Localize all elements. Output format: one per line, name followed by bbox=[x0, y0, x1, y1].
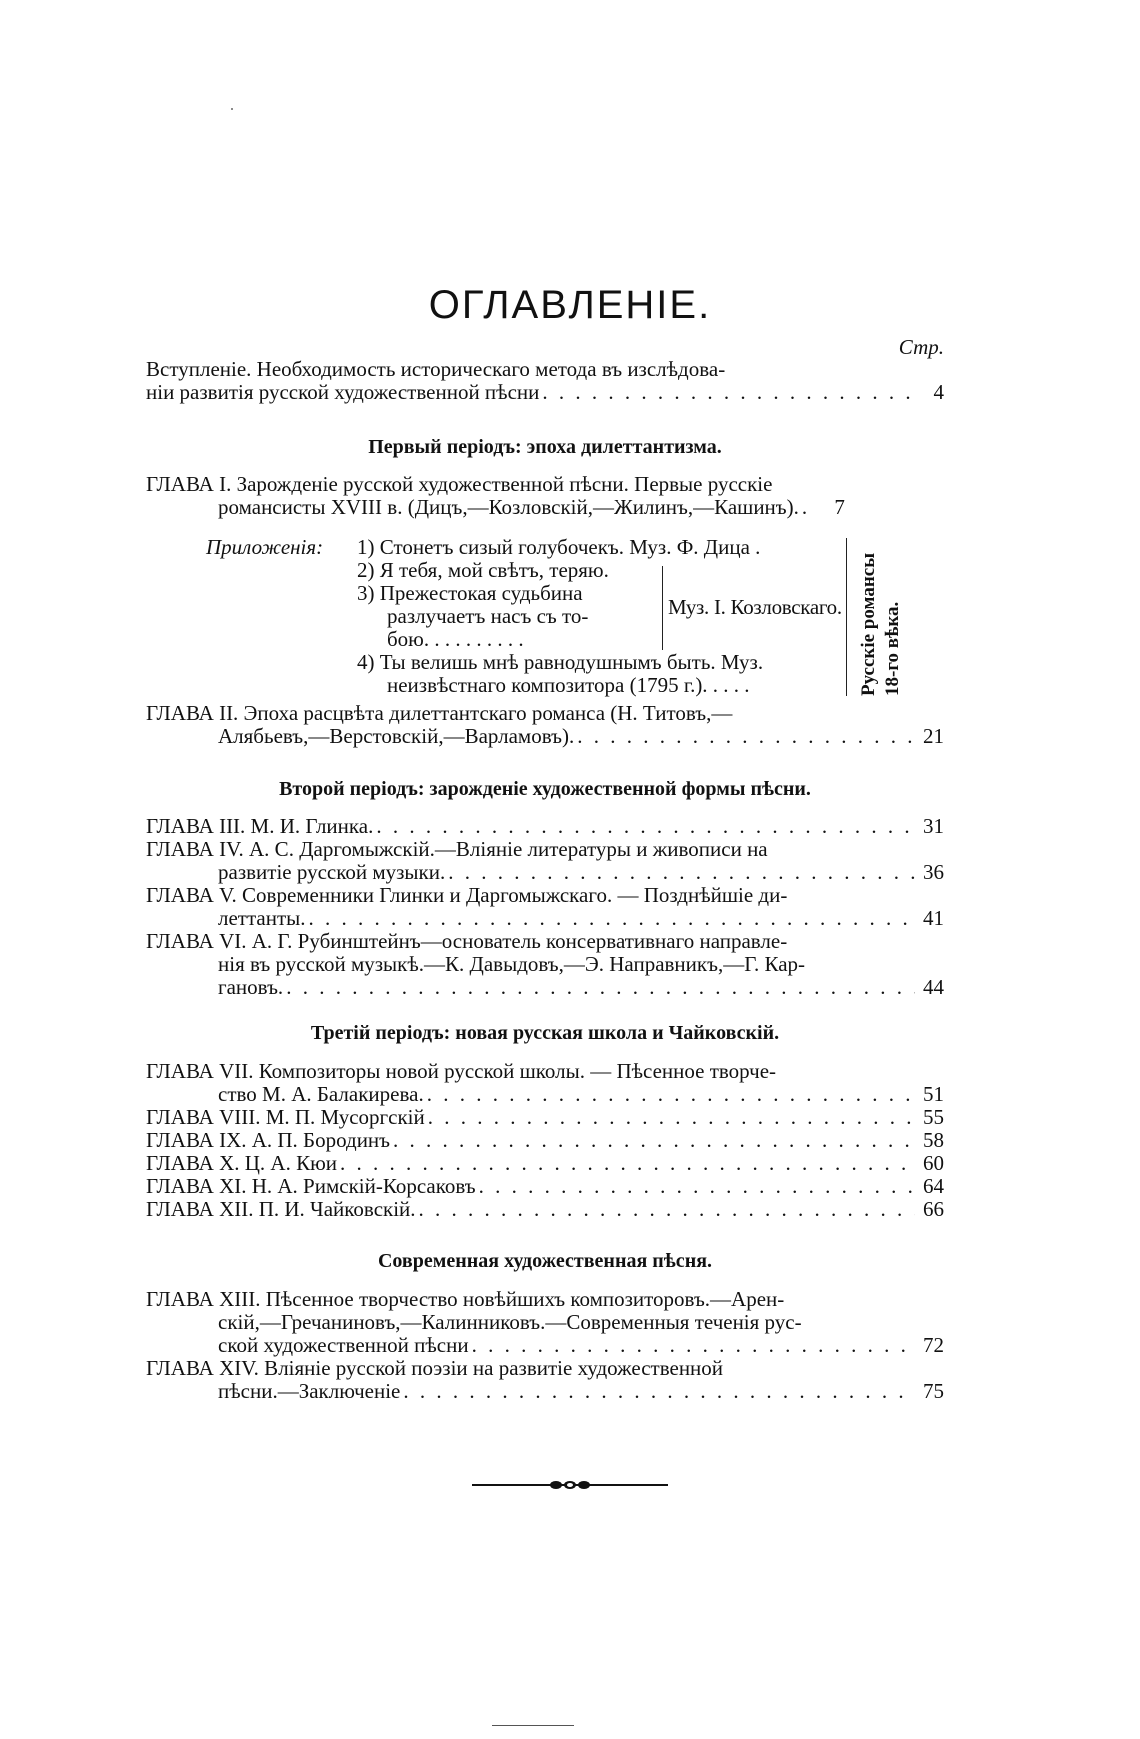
dot-leader bbox=[393, 1129, 915, 1152]
page-number: 64 bbox=[923, 1174, 944, 1198]
toc-entry-chapter-14[interactable] bbox=[146, 1357, 944, 1403]
entry-line: ГЛАВА VII. Композиторы новой русской школы. — Пѣсенное творче- bbox=[146, 1059, 777, 1083]
page-number: 44 bbox=[923, 975, 944, 999]
toc-entry-chapter-4[interactable] bbox=[146, 838, 944, 884]
bottom-rule bbox=[492, 1725, 574, 1726]
appendix-item-2[interactable]: 2) Я тебя, мой свѣтъ, теряю. bbox=[357, 558, 609, 582]
dot-leader bbox=[472, 1334, 915, 1357]
toc-entry-chapter-13[interactable] bbox=[146, 1288, 944, 1357]
side-bracket bbox=[846, 538, 847, 696]
ornament-divider bbox=[472, 1478, 668, 1492]
toc-entry-chapter-8[interactable]: ГЛАВА VIII. М. П. Мусоргскій . . . 55 bbox=[146, 1106, 944, 1129]
entry-last-line: ніи развитія русской художественной пѣсни . . . 4 bbox=[146, 381, 944, 404]
section-heading-period-2: Второй періодъ: зарожденіе художественной формы пѣсни. bbox=[279, 778, 811, 800]
appendix-item-3-cont: разлучаетъ насъ съ то- bbox=[387, 604, 589, 628]
page-number: 4 bbox=[933, 380, 944, 404]
page-number: 21 bbox=[923, 724, 944, 748]
toc-entry-chapter-10[interactable]: ГЛАВА X. Ц. А. Кюи . . . 60 bbox=[146, 1152, 944, 1175]
dot-leader bbox=[376, 815, 915, 838]
toc-entry-chapter-1[interactable] bbox=[146, 473, 944, 519]
appendix-item-1[interactable]: 1) Стонетъ сизый голубочекъ. Муз. Ф. Дица . bbox=[357, 535, 761, 559]
bracket bbox=[662, 566, 663, 650]
toc-entry-chapter-5[interactable] bbox=[146, 884, 944, 930]
entry-line: ГЛАВА XIII. Пѣсенное творчество новѣйшихъ композиторовъ.—Арен- bbox=[146, 1287, 785, 1311]
appendix-list bbox=[146, 536, 944, 696]
toc-entry-chapter-9[interactable]: ГЛАВА IX. А. П. Бородинъ . . . 58 bbox=[146, 1129, 944, 1152]
page-number: 51 bbox=[923, 1082, 944, 1106]
appendix-item-3-cont: бою. . . . . . . . . . bbox=[387, 627, 524, 651]
dot-leader bbox=[448, 861, 915, 884]
entry-line: скій,—Гречаниновъ,—Калинниковъ.—Современныя теченія рус- bbox=[218, 1310, 802, 1334]
appendix-item-4-cont: неизвѣстнаго композитора (1795 г.). . . . . bbox=[387, 673, 750, 697]
section-heading-period-3: Третій періодъ: новая русская школа и Чайковскій. bbox=[310, 1022, 780, 1044]
dot-leader bbox=[577, 725, 915, 748]
entry-line: ГЛАВА I. Зарожденіе русской художественной пѣсни. Первые русскіе bbox=[146, 472, 773, 496]
side-label-2: 18-го вѣка. bbox=[882, 601, 903, 696]
page-number: 41 bbox=[923, 906, 944, 930]
entry-last-line: Алябьевъ,—Верстовскій,—Варламовъ). . . . 21 bbox=[146, 725, 944, 748]
entry-line: ГЛАВА XIV. Вліяніе русской поэзіи на развитіе художественной bbox=[146, 1356, 724, 1380]
appendix-label: Приложенія: bbox=[206, 535, 324, 559]
entry-last-line: гановъ. . . . 44 bbox=[146, 976, 944, 999]
dot-leader bbox=[340, 1152, 915, 1175]
page-number: 75 bbox=[923, 1379, 944, 1403]
page-number: 58 bbox=[923, 1128, 944, 1152]
section-heading-period-1: Первый періодъ: эпоха дилеттантизма. bbox=[368, 436, 722, 458]
page-number: 36 bbox=[923, 860, 944, 884]
dot-leader bbox=[403, 1380, 915, 1403]
entry-last-line: ГЛАВА III. М. И. Глинка. . . . 31 bbox=[146, 815, 944, 838]
toc-entry-chapter-6[interactable] bbox=[146, 930, 944, 999]
entry-last-line: ской художественной пѣсни . . . 72 bbox=[146, 1334, 944, 1357]
composer-kozlovsky: Муз. І. Козловскаго. bbox=[668, 595, 842, 619]
entry-line: ГЛАВА V. Современники Глинки и Даргомыжскаго. — Позднѣйшіе ди- bbox=[146, 883, 788, 907]
page-number: 7 bbox=[834, 495, 845, 519]
entry-last-line: ство М. А. Балакирева. . . . 51 bbox=[146, 1083, 944, 1106]
appendix-item-3[interactable]: 3) Прежестокая судьбина bbox=[357, 581, 583, 605]
dot-leader bbox=[428, 1106, 915, 1129]
side-label-1: Русскіе романсы bbox=[858, 552, 879, 696]
entry-last-line: романсисты XVIII в. (Дицъ,—Козловскій,—Жилинъ,—Кашинъ). . . . 7 bbox=[146, 496, 944, 519]
entry-last-line: пѣсни.—Заключеніе . . . 75 bbox=[146, 1380, 944, 1403]
toc-entry-intro[interactable] bbox=[146, 358, 944, 404]
appendix-item-4[interactable]: 4) Ты велишь мнѣ равнодушнымъ быть. Муз. bbox=[357, 650, 764, 674]
entry-line: Вступленіе. Необходимость историческаго метода въ изслѣдова- bbox=[146, 357, 726, 381]
page-title: ОГЛАВЛЕНІЕ. bbox=[428, 283, 712, 327]
speck bbox=[231, 108, 233, 110]
toc-entry-chapter-3[interactable] bbox=[146, 815, 944, 838]
entry-last-line: леттанты. . . . 41 bbox=[146, 907, 944, 930]
entry-last-line: развитіе русской музыки. . . . 36 bbox=[146, 861, 944, 884]
entry-line: ГЛАВА VI. А. Г. Рубинштейнъ—основатель консервативнаго направле- bbox=[146, 929, 788, 953]
dot-leader bbox=[479, 1175, 915, 1198]
toc-entry-chapter-12[interactable]: ГЛАВА XII. П. И. Чайковскій. . . . 66 bbox=[146, 1198, 944, 1221]
toc-entry-chapter-11[interactable]: ГЛАВА XI. Н. А. Римскій-Корсаковъ . . . 64 bbox=[146, 1175, 944, 1198]
section-heading-period-4: Современная художественная пѣсня. bbox=[377, 1250, 713, 1272]
dot-leader bbox=[542, 381, 915, 404]
toc-entry-chapter-2[interactable] bbox=[146, 702, 944, 748]
page-number: 60 bbox=[923, 1151, 944, 1175]
entry-line: нія въ русской музыкѣ.—К. Давыдовъ,—Э. Направникъ,—Г. Кар- bbox=[218, 952, 806, 976]
dot-leader bbox=[309, 907, 915, 930]
entry-line: ГЛАВА IV. А. С. Даргомыжскій.—Вліяніе литературы и живописи на bbox=[146, 837, 768, 861]
page-column-label: Стр. bbox=[898, 335, 944, 359]
page-number: 31 bbox=[923, 814, 944, 838]
page-number: 55 bbox=[923, 1105, 944, 1129]
dot-leader bbox=[427, 1083, 915, 1106]
entry-line: ГЛАВА II. Эпоха расцвѣта дилеттантскаго романса (Н. Титовъ,— bbox=[146, 701, 733, 725]
page-number: 66 bbox=[923, 1197, 944, 1221]
dot-leader bbox=[802, 496, 816, 519]
dot-leader bbox=[419, 1198, 915, 1221]
page-number: 72 bbox=[923, 1333, 944, 1357]
toc-entry-chapter-7[interactable] bbox=[146, 1060, 944, 1106]
dot-leader bbox=[286, 976, 915, 999]
